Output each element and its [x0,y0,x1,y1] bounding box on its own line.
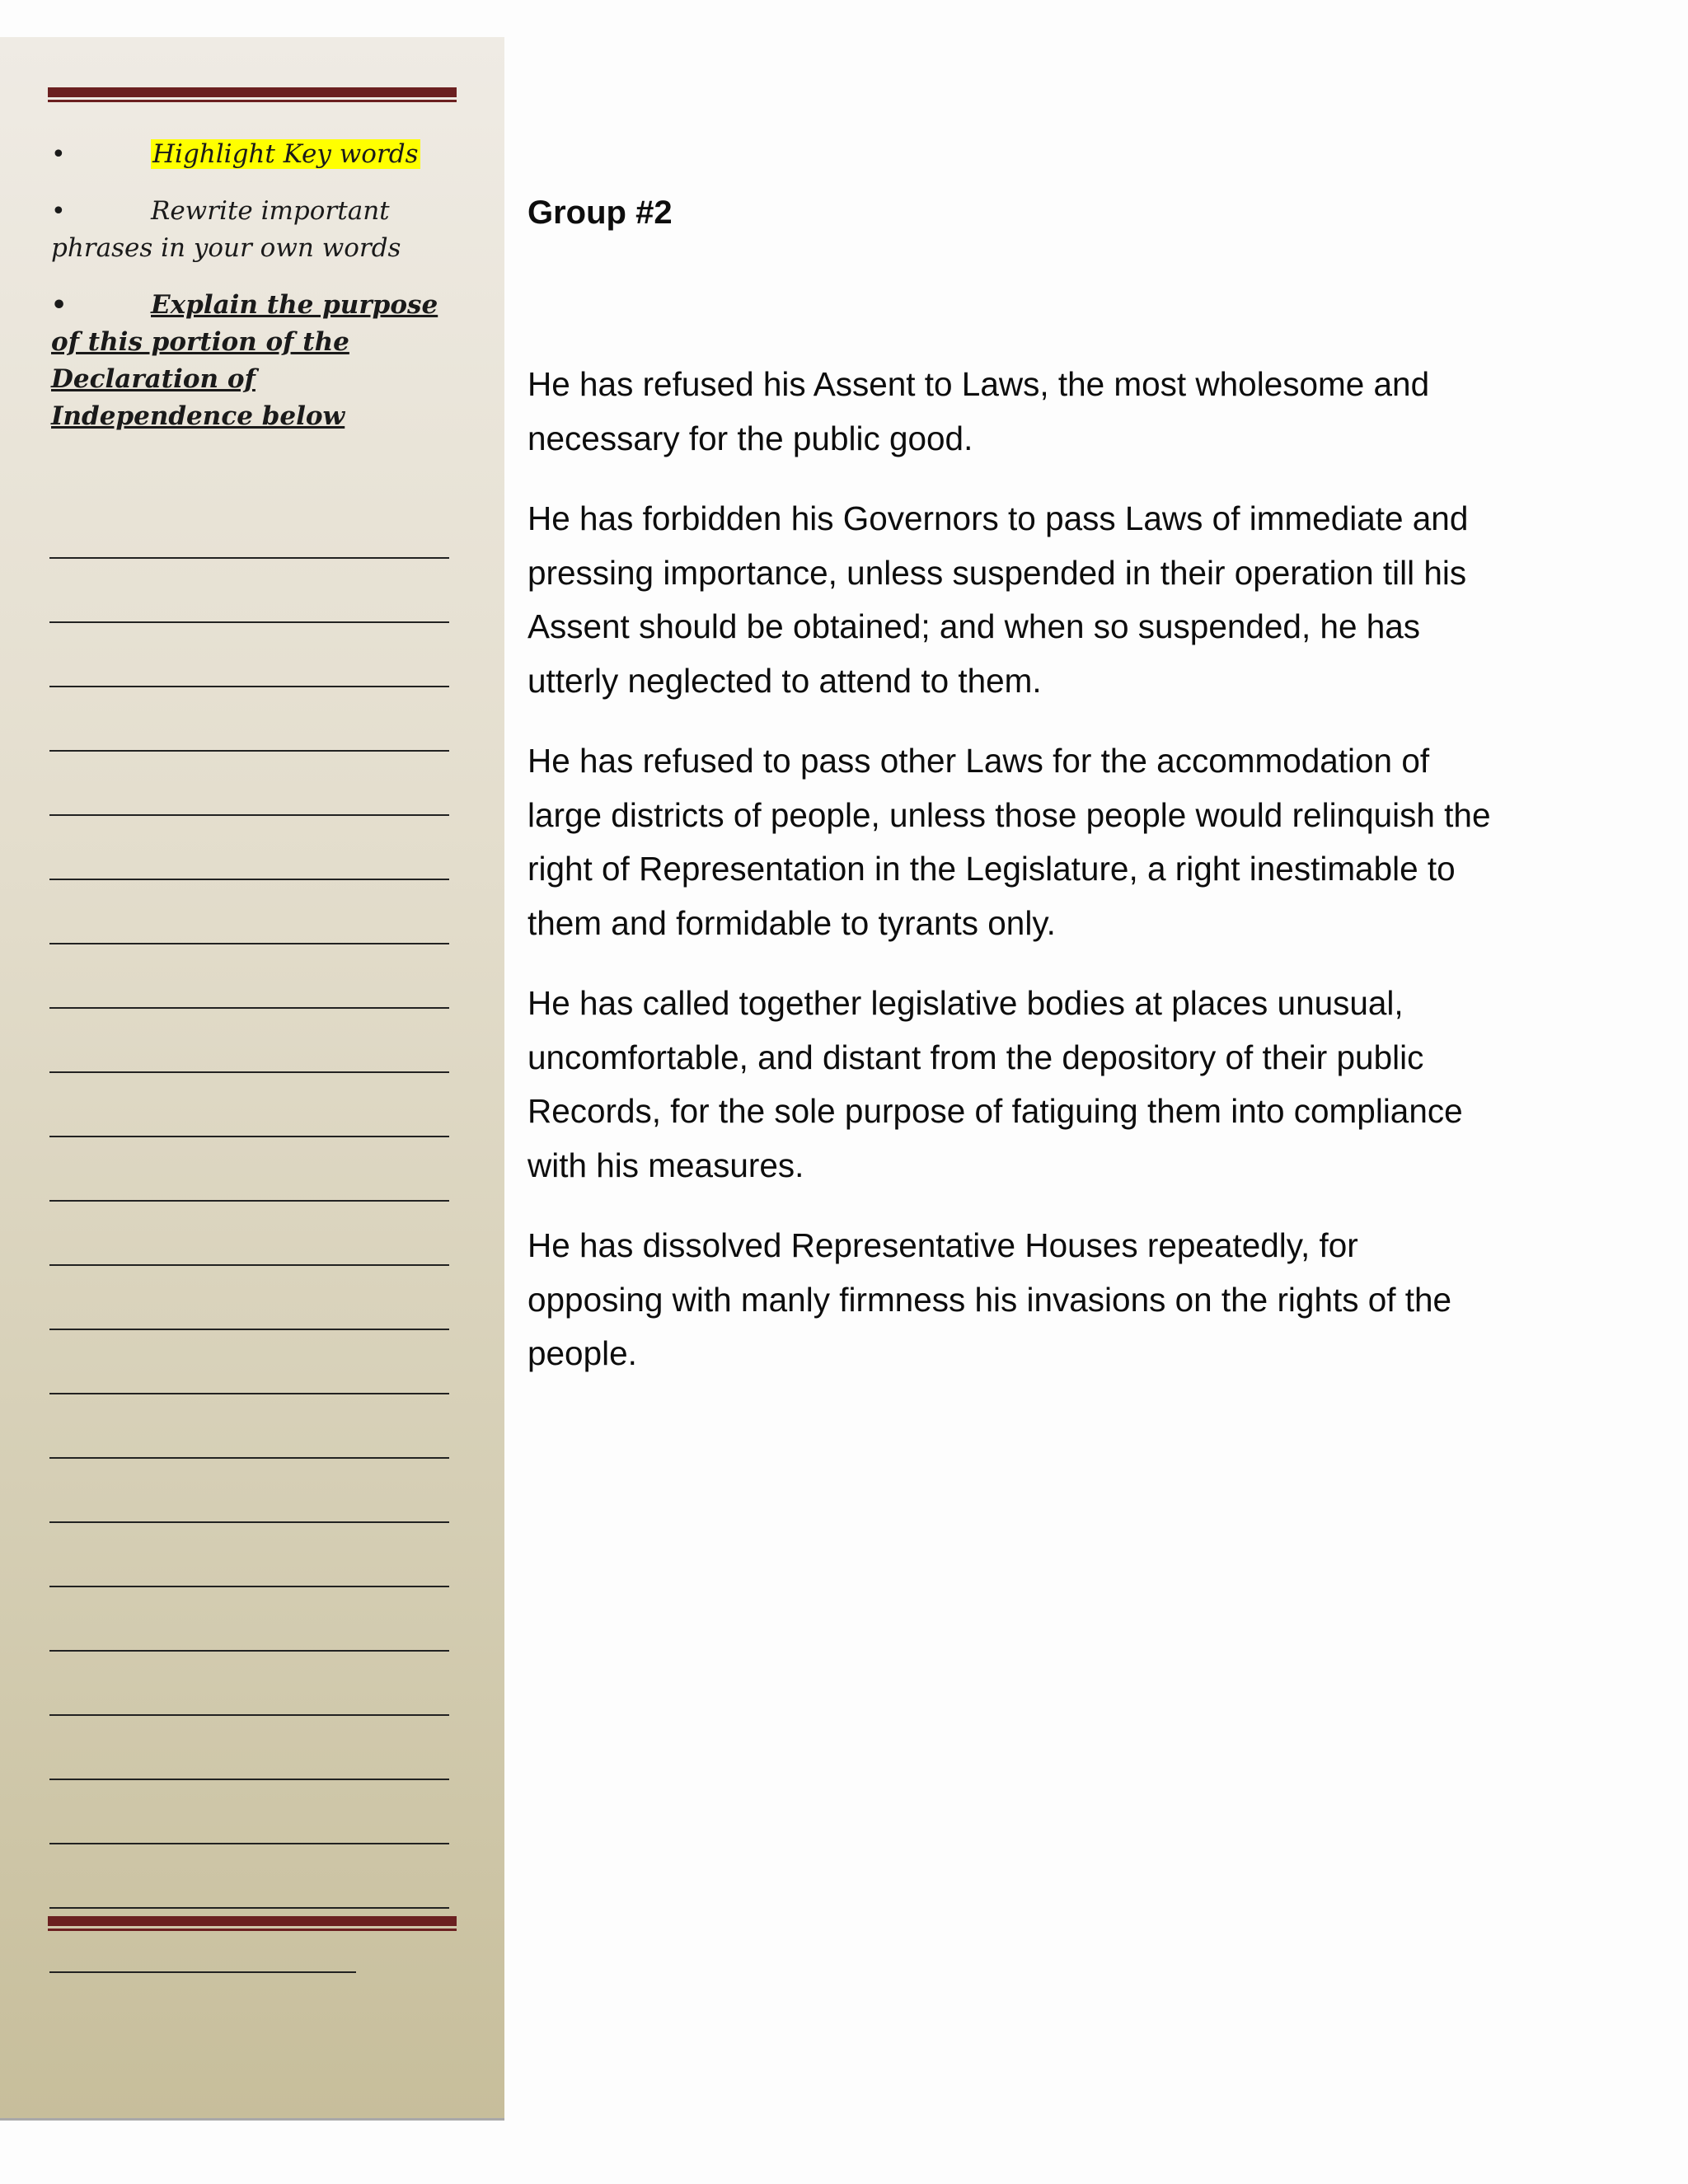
answer-line [49,1716,449,1780]
answer-line [49,1394,449,1459]
answer-lines [49,494,449,1973]
paragraph: He has dissolved Representative Houses repeatedly, for opposing with manly firmness his invasions on the rights of the people. [528,1226,1452,1372]
answer-line [49,1009,449,1073]
page-title: Group #2 [528,194,673,231]
instructions-sidebar [0,37,504,2121]
answer-line [49,1844,449,1909]
answer-line [49,1652,449,1716]
answer-line [49,623,449,687]
bullet-icon: • [51,291,68,320]
instruction-text: Highlight Key words [152,139,419,169]
answer-line [49,1459,449,1523]
answer-line [49,494,449,559]
answer-line [49,1202,449,1266]
paragraph: He has called together legislative bodies at places unusual, uncomfortable, and distant from the depository of their public Records, for the sole purpose of fatiguing them into compliance with his measures. [528,984,1463,1184]
answer-line [49,1523,449,1587]
sidebar-top-rule [48,87,457,102]
bullet-icon: • [51,140,66,169]
instruction-text: Rewrite important phrases in your own words [51,196,401,263]
answer-line [49,1780,449,1844]
answer-line [49,1587,449,1652]
instruction-list [51,136,438,455]
answer-line [49,559,449,623]
answer-line [49,687,449,752]
answer-line [49,816,449,880]
paragraph: He has refused his Assent to Laws, the most wholesome and necessary for the public good. [528,365,1430,457]
answer-line [49,1137,449,1202]
bullet-icon: • [51,197,66,226]
main-content [528,190,1500,1372]
instruction-explain [51,287,438,435]
answer-line [49,1330,449,1394]
answer-line [49,752,449,816]
answer-line [49,1266,449,1330]
instruction-text: Explain the purpose of this portion of the Declaration of Independence below [51,290,438,431]
answer-line [49,1073,449,1137]
sidebar-bottom-rule [48,1916,457,1931]
answer-line [49,880,449,944]
instruction-rewrite [51,193,438,267]
paragraph: He has refused to pass other Laws for the accommodation of large districts of people, unless those people would relinquish the right of Representation in the Legislature, a right inestimable to them and formidable to tyrants only. [528,742,1491,942]
instruction-highlight [51,136,438,173]
answer-line [49,944,449,1009]
declaration-excerpt [528,358,1500,1408]
paragraph: He has forbidden his Governors to pass Laws of immediate and pressing importance, unless suspended in their operation till his Assent should be obtained; and when so suspended, he has utterly neglected to attend to them. [528,499,1469,700]
